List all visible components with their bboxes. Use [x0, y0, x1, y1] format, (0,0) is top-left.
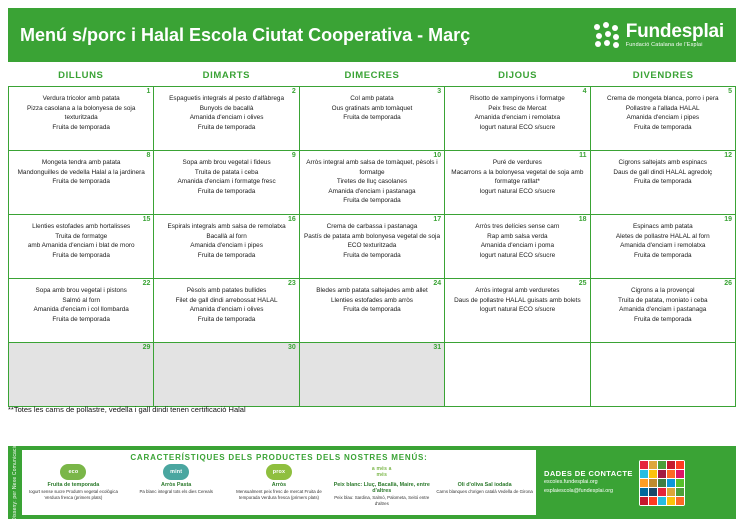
meal-item: Truita de patata, moniato i ceba	[617, 296, 708, 304]
meal-item: Salmó al forn	[62, 296, 101, 304]
meal-item: Amanida d'enciam i pastanaga	[328, 187, 416, 195]
day-number: 3	[437, 88, 442, 95]
meal-item: Amanida d'enciam i remolatxa	[474, 114, 561, 122]
day-number: 18	[578, 216, 587, 223]
calendar-cell-25	[445, 279, 590, 343]
credit-vertical	[8, 446, 22, 519]
meal-list	[300, 279, 444, 317]
meal-list	[9, 215, 153, 262]
day-number: 22	[142, 280, 151, 287]
meal-item: Cigrons saltejats amb espinacs	[618, 159, 707, 166]
day-header-divendres: DIVENDRES	[632, 70, 694, 81]
meal-item: Iogurt natural ECO s/sucre	[479, 123, 556, 131]
meal-item: Filet de gall dindi arrebossat HALAL	[175, 296, 278, 304]
meal-item: Fruita de temporada	[197, 123, 256, 131]
meal-item: Iogurt natural ECO s/sucre	[479, 251, 556, 259]
meal-item: Llenties estofades amb arròs	[330, 296, 413, 304]
meal-list	[445, 215, 589, 262]
product-list	[22, 464, 536, 508]
calendar-cell-16	[154, 215, 299, 279]
logo-subtitle: Fundació Catalana de l'Esplai	[625, 41, 703, 48]
meal-item: Aletes de pollastre HALAL al forn	[615, 232, 710, 240]
day-number: 12	[724, 152, 732, 159]
contact-email[interactable]: esplaiescola@fundesplai.org	[544, 488, 614, 494]
meal-item: Llenties estofades amb hortalisses	[32, 223, 131, 230]
meal-list	[154, 279, 298, 326]
calendar	[8, 66, 736, 407]
page-title: Menú s/porc i Halal Escola Ciutat Cooperativa - Març	[20, 24, 471, 45]
calendar-cell-19	[590, 215, 735, 279]
meal-list	[445, 151, 589, 198]
meal-item: Amanida d'enciam i pipes	[626, 114, 700, 122]
day-number: 2	[291, 88, 296, 95]
meal-item: Tiretes de lluç casolanes	[336, 178, 408, 186]
meal-item: Espaguetis integrals al pesto d'alfàbrega	[169, 95, 285, 102]
meal-item: Cigrons a la provençal	[630, 287, 695, 294]
meal-item: Iogurt natural ECO s/sucre	[479, 306, 556, 314]
day-header-dijous: DIJOUS	[498, 70, 538, 81]
product-description: Iogurt sense sucre Produïm vegetal ecològica Verdura fresca (primers plats)	[28, 489, 118, 501]
contact-title: DADES DE CONTACTE	[544, 469, 633, 479]
calendar-cell-empty-31	[299, 343, 444, 407]
calendar-cell-17	[299, 215, 444, 279]
meal-item: Ous gratinats amb tomàquet	[331, 104, 413, 112]
calendar-grid	[8, 86, 736, 407]
meal-list	[300, 87, 444, 125]
meal-item: Mandonguilles de vedella Halal a la jardinera	[17, 168, 145, 176]
meal-list	[300, 215, 444, 262]
calendar-cell-11	[445, 151, 590, 215]
meal-item: Pollastre a l'allada HALAL	[625, 104, 700, 112]
meal-list	[9, 151, 153, 189]
meal-item: Rap amb salsa verda	[487, 232, 548, 240]
product-name: Oli d'oliva Sal iodada	[457, 482, 512, 488]
meal-item: Mongeta tendra amb patata	[41, 159, 121, 166]
meal-item: Fruita de temporada	[343, 197, 401, 205]
meal-item: Bledes amb patata saltejades amb allet	[316, 287, 428, 294]
meal-item: Arròs tres delícies sense carn	[475, 223, 560, 230]
meal-item: Amanida d'enciam i olives	[189, 306, 264, 314]
calendar-cell-5	[590, 87, 735, 151]
meal-item: amb Amanida d'enciam i blat de moro	[27, 242, 135, 250]
meal-item: Amanida d'enciam i olives	[189, 114, 264, 122]
meal-item: Fruita de temporada	[52, 178, 110, 186]
day-number: 26	[724, 280, 732, 287]
meal-item: Amanida d'enciam i remolatxa	[620, 242, 706, 250]
calendar-cell-8	[9, 151, 154, 215]
meal-item: Fruita de temporada	[634, 178, 692, 186]
calendar-cell-2	[154, 87, 299, 151]
meal-item: Sopa amb brou vegetal i fideus	[182, 159, 271, 166]
product-description: Mensualment peix fresc de mercat Fruita de temporada Verdura fresca (primers plats)	[236, 489, 322, 501]
contact-block	[536, 446, 736, 519]
product-badge-icon: mint	[163, 464, 189, 480]
meal-item: Fruita de temporada	[343, 114, 401, 122]
halal-footnote: **Totes les carns de pollastre, vedella i gall dindi tenen certificació Halal	[8, 405, 246, 414]
day-number: 4	[582, 88, 587, 95]
day-number: 30	[287, 344, 296, 351]
day-number: 11	[579, 152, 587, 159]
meal-list	[591, 279, 735, 326]
meal-item: Pizza casolana a la bolonyesa de soja texturitzada	[27, 104, 136, 122]
meal-item: Amanida d'enciam i col llombarda	[33, 306, 129, 314]
meal-list	[9, 279, 153, 326]
meal-item: Bacallà al forn	[206, 232, 247, 240]
product-item-1	[25, 464, 123, 502]
meal-item: Fruita de temporada	[197, 251, 256, 259]
product-name: Arròs	[271, 482, 287, 488]
day-number: 19	[724, 216, 732, 223]
calendar-header-row	[8, 66, 736, 86]
meal-item: Espirals integrals amb salsa de remolatxa	[167, 223, 286, 230]
footer-band	[8, 446, 736, 519]
product-name: Fruita de temporada	[47, 482, 100, 488]
product-item-2	[127, 464, 225, 495]
meal-item: Fruita de temporada	[343, 251, 401, 259]
sdg-wheel-icon	[639, 460, 685, 506]
calendar-cell-15	[9, 215, 154, 279]
day-number: 16	[287, 216, 296, 223]
meal-item: Truita de patata i ceba	[194, 168, 259, 176]
meal-item: Sopa amb brou vegetal i pistons	[35, 287, 127, 294]
meal-item: Arròs integral amb salsa de tomàquet, pèsols i formatge	[306, 159, 438, 176]
calendar-cell-9	[154, 151, 299, 215]
meal-item: Bunyols de bacallà	[199, 104, 254, 112]
meal-item: Amanida d'enciam i formatge fresc	[177, 178, 276, 186]
meal-item: Amanida d'enciam i poma	[480, 242, 555, 250]
meal-list	[300, 151, 444, 208]
product-characteristics	[22, 450, 536, 515]
meal-item: Puré de verdures	[492, 159, 542, 166]
fundesplai-logo	[594, 22, 724, 48]
meal-item: Crema de carbassa i pastanaga	[326, 223, 418, 230]
logo-name: Fundesplai	[625, 20, 724, 42]
meal-list	[154, 151, 298, 198]
day-number: 9	[291, 152, 296, 159]
day-header-dilluns: DILLUNS	[58, 70, 104, 81]
calendar-cell-22	[9, 279, 154, 343]
calendar-cell-4	[445, 87, 590, 151]
day-number: 17	[433, 216, 442, 223]
day-number: 29	[142, 344, 151, 351]
meal-list	[445, 87, 589, 134]
contact-web[interactable]: escoles.fundesplai.org	[544, 479, 598, 486]
calendar-week-row	[9, 343, 736, 407]
meal-item: Espinacs amb patata	[632, 223, 693, 230]
meal-item: Pèsols amb patates bullides	[186, 287, 267, 294]
product-badge-icon: eco	[60, 464, 86, 480]
calendar-cell-blank	[590, 343, 735, 407]
product-badge-icon: a més a més	[371, 466, 392, 478]
meal-list	[9, 87, 153, 134]
meal-item: Crema de mongeta blanca, porro i pera	[607, 95, 719, 102]
meal-item: Fruita de temporada	[634, 315, 692, 323]
meal-item: Fruita de temporada	[52, 123, 110, 131]
calendar-week-row	[9, 215, 736, 279]
day-number: 31	[433, 344, 442, 351]
meal-item: Daus de gall dindi HALAL agredolç	[613, 168, 713, 176]
product-description: Carns blanques d'origen català Vedella de Girona	[436, 489, 533, 494]
logo-dots-icon	[594, 22, 620, 48]
day-number: 15	[142, 216, 151, 223]
calendar-week-row	[9, 151, 736, 215]
day-number: 1	[146, 88, 151, 95]
day-number: 5	[728, 88, 732, 95]
product-description: Pa blanc integral tots els dies Cereals	[139, 489, 213, 494]
meal-item: Truita de formatge	[55, 232, 108, 240]
meal-list	[445, 279, 589, 317]
product-item-5	[436, 464, 534, 495]
meal-item: Pastís de patata amb bolonyesa vegetal de soja ECO texturitzada	[303, 232, 441, 250]
product-badge-icon	[472, 464, 498, 480]
credit-text: Disseny: per Nexe Comunicació	[12, 444, 18, 521]
day-header-dimecres: DIMECRES	[344, 70, 400, 81]
calendar-cell-empty-30	[154, 343, 299, 407]
meal-item: Risotto de xampinyons i formatge	[469, 95, 565, 102]
meal-item: Arròs integral amb verduretes	[475, 287, 560, 294]
meal-list	[591, 87, 735, 134]
calendar-cell-18	[445, 215, 590, 279]
product-name: Peix blanc: Lluç, Bacallà, Maire, entre d'altres	[333, 482, 430, 494]
meal-list	[154, 215, 298, 262]
meal-item: Amanida d'enciam i pastanaga	[619, 306, 707, 314]
meal-item: Fruita de temporada	[634, 123, 692, 131]
meal-item: Verdura tricolor amb patata	[42, 95, 120, 102]
meal-list	[591, 151, 735, 189]
characteristics-title: CARACTERÍSTIQUES DELS PRODUCTES DELS NOSTRES MENÚS:	[130, 453, 428, 462]
product-badge-icon: prox	[266, 464, 292, 480]
calendar-cell-10	[299, 151, 444, 215]
day-number: 23	[287, 280, 296, 287]
calendar-cell-12	[590, 151, 735, 215]
meal-item: Fruita de temporada	[197, 315, 256, 323]
calendar-cell-23	[154, 279, 299, 343]
meal-list	[154, 87, 298, 134]
meal-list	[591, 215, 735, 262]
product-item-3	[230, 464, 328, 502]
calendar-cell-empty-29	[9, 343, 154, 407]
day-number: 24	[433, 280, 442, 287]
meal-item: Peix fresc de Mercat	[488, 104, 547, 112]
day-number: 10	[433, 152, 442, 159]
product-name: Arròs Pasta	[161, 482, 192, 488]
calendar-cell-3	[299, 87, 444, 151]
meal-item: Fruita de temporada	[634, 251, 692, 259]
document-header	[8, 8, 736, 62]
calendar-cell-blank	[445, 343, 590, 407]
product-description: Peix blau: Sardina, Salmó, Palometa, Seitó entre d'altres	[334, 495, 430, 507]
meal-item: Daus de pollastre HALAL guisats amb bolets	[454, 296, 581, 304]
calendar-cell-1	[9, 87, 154, 151]
meal-item: Iogurt natural ECO s/sucre	[479, 187, 556, 195]
meal-item: Fruita de temporada	[343, 306, 401, 314]
calendar-cell-26	[590, 279, 735, 343]
meal-item: Col amb patata	[350, 95, 394, 102]
day-number: 8	[146, 152, 151, 159]
meal-item: Fruita de temporada	[52, 315, 110, 323]
meal-item: Fruita de temporada	[197, 187, 256, 195]
day-header-dimarts: DIMARTS	[202, 70, 251, 81]
product-item-4	[333, 464, 431, 508]
calendar-week-row	[9, 279, 736, 343]
meal-item: Macarrons a la bolonyesa vegetal de soja amb formatge ratllat*	[451, 168, 584, 186]
day-number: 25	[578, 280, 587, 287]
meal-item: Amanida d'enciam i pipes	[190, 242, 263, 250]
meal-item: Fruita de temporada	[52, 251, 110, 259]
calendar-week-row	[9, 87, 736, 151]
calendar-cell-24	[299, 279, 444, 343]
